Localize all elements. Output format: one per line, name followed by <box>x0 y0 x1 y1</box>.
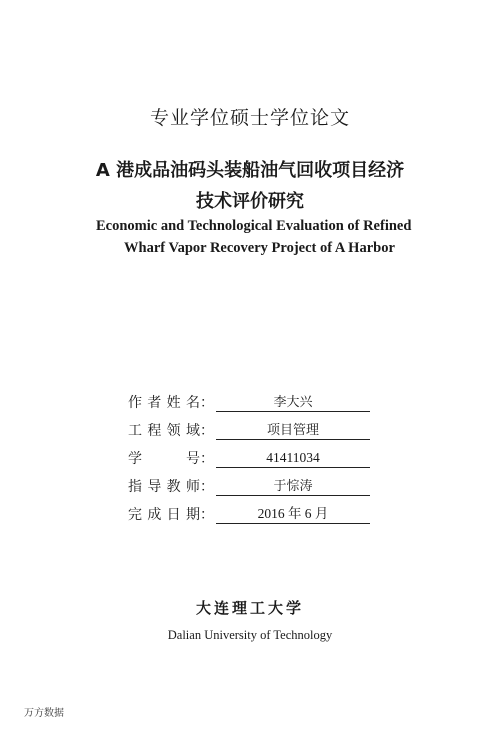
label-char: 程 <box>147 423 162 439</box>
label-char: 工 <box>128 423 142 439</box>
info-row-student-id <box>128 446 370 468</box>
info-row-advisor <box>128 474 370 496</box>
label-char: 学 <box>128 451 142 467</box>
degree-type: 专业学位硕士学位论文 <box>149 107 350 129</box>
thesis-title-en-line2: Wharf Vapor Recovery Project of A Harbor <box>124 240 395 256</box>
info-label-field <box>128 420 200 440</box>
label-char: 教 <box>166 479 181 495</box>
info-colon: ： <box>200 451 214 467</box>
university-name-cn: 大连理工大学 <box>195 599 304 617</box>
info-value-author: 李大兴 <box>216 391 370 412</box>
label-char: 完 <box>128 507 142 523</box>
label-char: 导 <box>147 479 162 495</box>
label-char: 作 <box>128 395 142 411</box>
info-row-field <box>128 418 370 440</box>
info-colon: ： <box>200 507 214 523</box>
info-value-advisor: 于悰涛 <box>216 475 370 496</box>
info-value-field: 项目管理 <box>216 419 370 440</box>
label-char: 者 <box>147 395 162 411</box>
thesis-title-en-line1: Economic and Technological Evaluation of Refined <box>96 218 412 234</box>
info-label-date <box>128 504 200 524</box>
info-label-student-id <box>128 448 200 468</box>
label-char: 指 <box>128 479 142 495</box>
info-row-date <box>128 502 370 524</box>
label-char: 号 <box>186 451 200 467</box>
info-label-advisor <box>128 476 200 496</box>
watermark: 万方数据 <box>24 708 64 719</box>
thesis-title-cn-line2: 技术评价研究 <box>196 191 304 212</box>
info-colon: ： <box>200 479 214 495</box>
info-row-author <box>128 390 370 412</box>
label-char: 姓 <box>166 395 181 411</box>
label-char: 名 <box>185 395 200 411</box>
label-char: 成 <box>147 507 162 523</box>
label-char: 日 <box>166 507 181 523</box>
info-value-date: 2016 年 6 月 <box>216 502 370 524</box>
info-colon: ： <box>200 423 214 439</box>
label-char: 期 <box>185 507 200 523</box>
thesis-title-cn-line1: A 港成品油码头装船油气回收项目经济 <box>95 160 405 181</box>
info-colon: ： <box>200 395 214 411</box>
info-value-student-id: 41411034 <box>216 450 370 468</box>
info-label-author <box>128 392 200 412</box>
label-char: 域 <box>185 423 200 439</box>
label-char: 领 <box>166 423 181 439</box>
label-char: 师 <box>185 479 200 495</box>
university-name-en: Dalian University of Technology <box>167 628 333 642</box>
